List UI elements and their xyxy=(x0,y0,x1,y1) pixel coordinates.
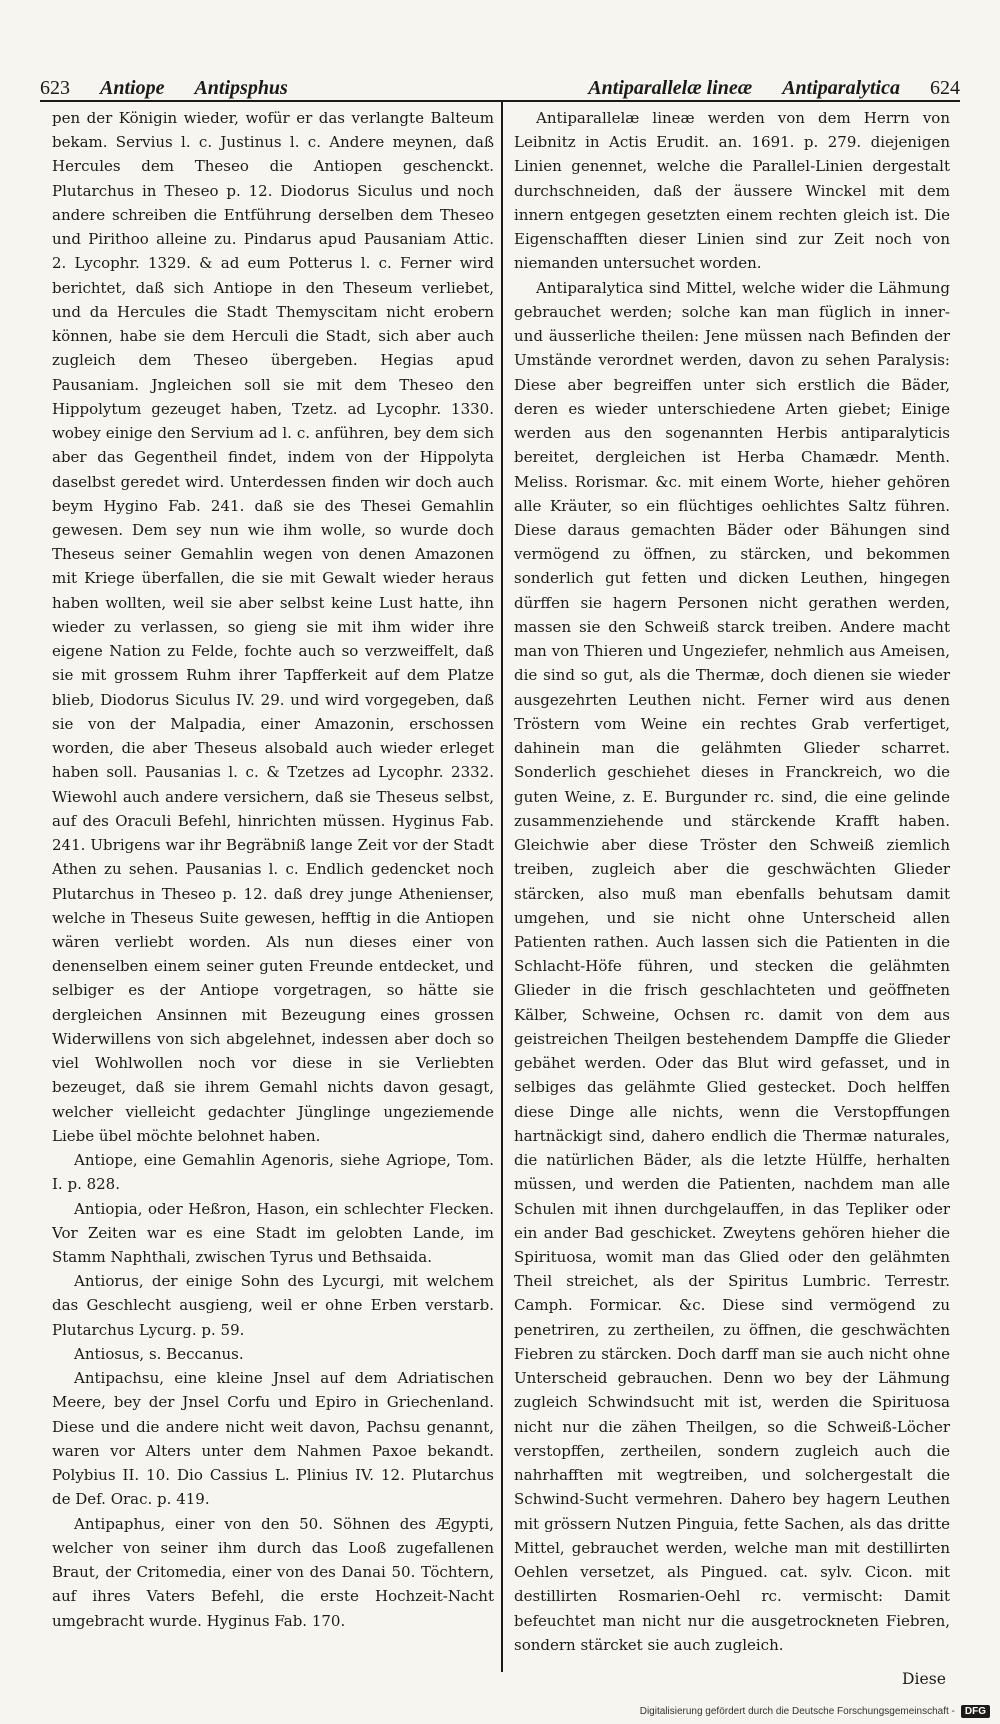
left-headword-1: Antiope xyxy=(100,77,165,99)
entry-paragraph: Antiopia, oder Heßron, Hason, ein schlechter Flecken. Vor Zeiten war es eine Stadt im gelobten Lande, im Stamm Naphthali, zwischen Tyrus und Bethsaida. xyxy=(52,1199,494,1267)
entry-paragraph: Antiorus, der einige Sohn des Lycurgi, mit welchem das Geschlecht ausgieng, weil er ohne Erben verstarb. Plutarchus Lycurg. p. 59. xyxy=(52,1272,494,1339)
entry-paragraph: pen der Königin wieder, wofür er das verlangte Balteum bekam. Servius l. c. Justinus l. c. Andere meynen, daß Hercules dem Theseo die Antiopen geschenckt. Plutarchus in Theseo p. 12. Diodorus Siculus und noch andere schreiben die Entführung derselben dem Theseo und Pirithoo alleine zu. Pindarus apud Pausaniam Attic. 2. Lycophr. 1329. & ad eum Potterus l. c. Ferner wird berichtet, daß sich Antiope in den Theseum verliebet, und da Hercules die Stadt Themyscitam nicht erobern können, habe sie dem Herculi die Stadt, sich aber auch zugleich dem Theseo übergeben. Hegias apud Pausaniam. Jngleichen soll sie mit dem Theseo den Hippolytum gezeuget haben, Tzetz. ad Lycophr. 1330. wobey einige den Servium ad l. c. anführen, bey dem sich aber das Gegentheil findet, indem von der Hippolyta daselbst geredet wird. Unterdessen finden wir doch auch beym Hygino Fab. 241. daß sie des Thesei Gemahlin gewesen. Dem sey nun wie ihm wolle, so wurde doch Theseus seiner Gemahlin wegen von denen Amazonen mit Kriege überfallen, die sie mit Gewalt wieder heraus haben wollten, weil sie aber selbst keine Lust hatte, ihn wieder zu verlassen, so gieng sie mit ihm wider ihre eigene Nation zu Felde, fochte auch so verzweiffelt, daß sie mit grossem Ruhm ihrer Tapfferkeit auf dem Platze blieb, Diodorus Siculus IV. 29. und wird vorgegeben, daß sie von der Malpadia, einer Amazonin, erschossen worden, die aber Theseus alsobald auch wieder erleget haben soll. Pausanias l. c. & Tzetzes ad Lycophr. 2332. Wiewohl auch andere versichern, daß sie Theseus selbst, auf des Oraculi Befehl, hinrichten müssen. Hyginus Fab. 241. Ubrigens war ihr Begräbniß lange Zeit vor der Stadt Athen zu sehen. Pausanias l. c. Endlich gedencket noch Plutarchus in Theseo p. 12. daß drey junge Athenienser, welche in Theseus Suite gewesen, hefftig in die Antiopen wären verliebt worden. Als nun dieses einer von denenselben einem seiner guten Freunde entdecket, und selbiger es der Antiope vorgetragen, so hätte sie dergleichen Ansinnen mit Bezeugung eines grossen Widerwillens von sich abgelehnet, indessen aber doch so viel Wohlwollen noch vor diese in sie Verliebten bezeuget, daß sie ihrem Gemahl nichts davon gesagt, welcher vielleicht gedachter Jünglinge ungeziemende Liebe übel möchte belohnet haben. xyxy=(52,109,494,1145)
entry-paragraph: Antiparallelæ lineæ werden von dem Herrn von Leibnitz in Actis Erudit. an. 1691. p. 279. diejenigen Linien genennet, welche die Parallel-Linien dergestalt durchschneiden, daß der äussere Winckel mit dem innern entgegen gesetzten einem rechten gleich ist. Die Eigenschafften dieser Linien sind zur Zeit noch von niemanden untersuchet worden. xyxy=(514,109,950,273)
right-column xyxy=(514,106,950,1657)
header-right xyxy=(588,77,960,100)
column-divider xyxy=(501,102,503,1672)
entry-paragraph: Antiope, eine Gemahlin Agenoris, siehe Agriope, Tom. I. p. 828. xyxy=(52,1151,494,1194)
entry-paragraph: Antipaphus, einer von den 50. Söhnen des Ægypti, welcher von seiner ihm durch das Looß zugefallenen Braut, der Critomedia, einer von des Danai 50. Töchtern, auf ihres Vaters Befehl, die erste Hochzeit-Nacht umgebracht wurde. Hyginus Fab. 170. xyxy=(52,1514,494,1630)
header-left xyxy=(40,77,288,100)
entry-paragraph: Antiparalytica sind Mittel, welche wider die Lähmung gebrauchet werden; solche kan man füglich in inner- und äusserliche theilen: Jene müssen nach Befinden der Umstände verordnet werden, davon zu sehen Paralysis: Diese aber begreiffen unter sich erstlich die Bäder, deren es wieder unterschiedene Arten giebet; Einige werden aus den sogenannten Herbis antiparalyticis bereitet, dergleichen ist Herba Chamædr. Menth. Meliss. Rorismar. &c. mit einem Worte, hieher gehören alle Kräuter, so ein flüchtiges oehlichtes Saltz führen. Diese daraus gemachten Bäder oder Bähungen sind vermögend zu öffnen, zu stärcken, und bekommen sonderlich gut fetten und dicken Leuthen, hingegen dürffen sie hagern Personen nicht gerathen werden, massen sie den Schweiß starck treiben. Andere macht man von Thieren und Ungeziefer, nehmlich aus Ameisen, die sind so gut, als die Thermæ, doch dienen sie wieder ausgezehrten Leuthen nicht. Ferner wird aus denen Tröstern vom Weine ein rechtes Grab verfertiget, dahinein man die gelähmten Glieder scharret. Sonderlich geschiehet dieses in Franckreich, wo die guten Weine, z. E. Burgunder rc. sind, die eine gelinde zusammenziehende und stärckende Krafft haben. Gleichwie aber diese Tröster den Schweiß ziemlich treiben, zugleich aber die geschwächten Glieder stärcken, also muß man ebenfalls behutsam damit umgehen, und sie nicht ohne Unterscheid allen Patienten rathen. Auch lassen sich die Patienten in die Schlacht-Höfe führen, und stecken die gelähmten Glieder in die frisch geschlachteten und geöffneten Kälber, Schweine, Ochsen rc. damit von dem aus geistreichen Theilgen bestehendem Dampffe die Glieder gebähet werden. Oder das Blut wird gefasset, und in selbiges das gelähmte Glied gestecket. Doch helffen diese Dinge alle nichts, wenn die Verstopffungen hartnäckigt sind, dahero endlich die Thermæ naturales, die natürlichen Bäder, als die letzte Hülffe, herhalten müssen, und werden die Patienten, nachdem man alle Schulen mit ihnen durchgelauffen, in das Tepliker oder ein ander Bad geschicket. Zweytens gehören hieher die Spirituosa, womit man das Glied oder den gelähmten Theil streichet, als der Spiritus Lumbric. Terrestr. Camph. Formicar. &c. Diese sind vermögend zu penetriren, zu zertheilen, zu öffnen, die geschwächten Fiebren zu stärcken. Doch darff man sie auch nicht ohne Unterscheid gebrauchen. Denn wo bey der Lähmung zugleich Schwindsucht mit ist, werden die Spirituosa nicht nur die zähen Theilgen, so die Schweiß-Löcher verstopffen, zertheilen, sondern zugleich auch die nahrhafften mit wegtreiben, und solchergestalt die Schwind-Sucht vermehren. Dahero bey hagern Leuthen mit grössern Nutzen Pinguia, fette Sachen, als das dritte Mittel, gebrauchet werden, welche man mit destillirten Oehlen versetzet, als Pingued. cat. sylv. Cicon. mit destillirten Rosmarien-Oehl rc. vermischt: Damit befeuchtet man nicht nur die ausgetrockneten Fiebren, sondern stärcket sie auch zugleich. xyxy=(514,278,950,1654)
entry-paragraph: Antipachsu, eine kleine Jnsel auf dem Adriatischen Meere, bey der Jnsel Corfu und Epiro in Griechenland. Diese und die andere nicht weit davon, Pachsu genannt, waren vor Alters unter dem Nahmen Paxoe bekandt. Polybius II. 10. Dio Cassius L. Plinius IV. 12. Plutarchus de Def. Orac. p. 419. xyxy=(52,1369,494,1509)
footer-text: Digitalisierung gefördert durch die Deutsche Forschungsgemeinschaft - xyxy=(639,1706,955,1717)
dfg-logo: DFG xyxy=(961,1705,990,1718)
right-headword-1: Antiparallelæ lineæ xyxy=(588,77,753,99)
right-headword-2: Antiparalytica xyxy=(782,77,900,99)
left-headword-2: Antipsphus xyxy=(194,77,288,99)
left-page-number: 623 xyxy=(40,77,70,99)
catchword: Diese xyxy=(902,1670,946,1688)
digitization-footer xyxy=(640,1705,990,1718)
running-header xyxy=(40,66,960,102)
entry-paragraph: Antiosus, s. Beccanus. xyxy=(74,1344,244,1363)
right-page-number: 624 xyxy=(930,77,960,99)
left-column xyxy=(52,106,494,1633)
